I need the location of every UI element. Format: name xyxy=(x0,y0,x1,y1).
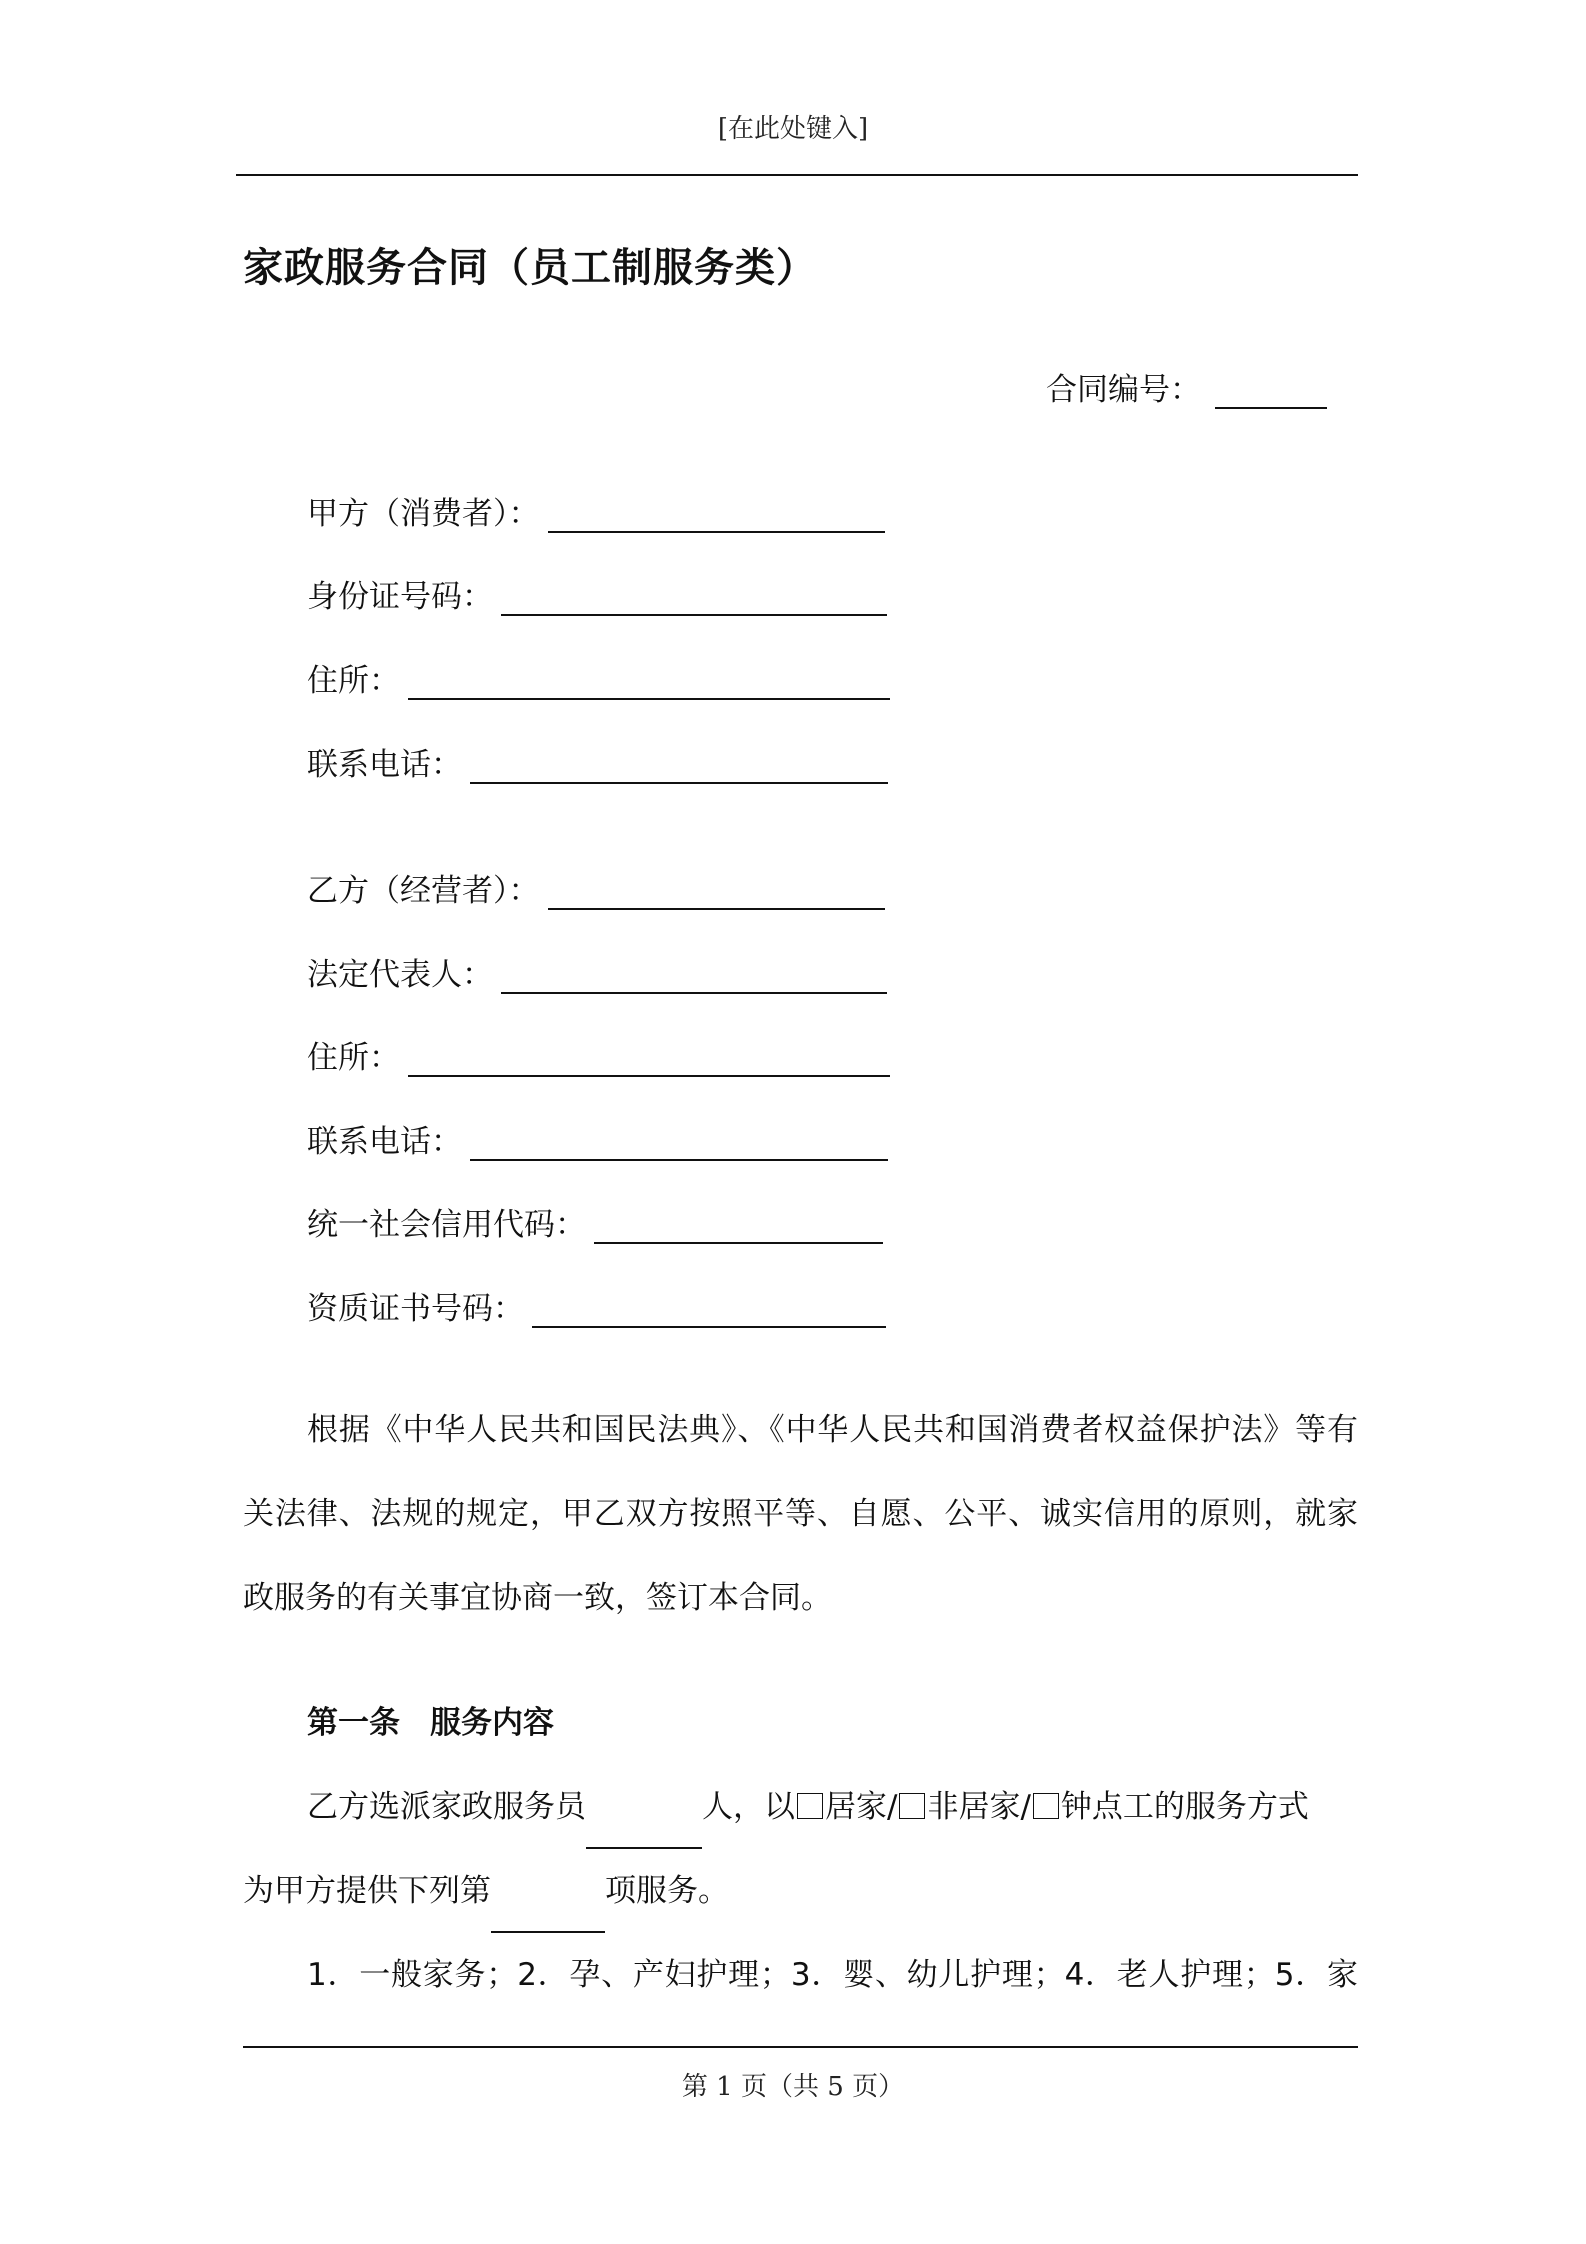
staff-count-blank[interactable] xyxy=(586,1811,702,1849)
article-1-text: 钟点工的服务方式 xyxy=(1060,1789,1309,1825)
contract-number-blank[interactable] xyxy=(1215,367,1327,409)
article-1-text: 为甲方提供下列第 xyxy=(243,1873,491,1909)
party-b-address-blank[interactable] xyxy=(408,1037,890,1077)
article-1-text: 非居家/ xyxy=(927,1789,1031,1825)
party-b-rep-label: 法定代表人： xyxy=(307,957,493,993)
document-title: 家政服务合同（员工制服务类） xyxy=(243,245,817,291)
live-in-checkbox[interactable] xyxy=(797,1793,823,1819)
article-1-text: 居家/ xyxy=(825,1789,898,1825)
party-b-label: 乙方（经营者）： xyxy=(307,873,540,909)
article-1-heading xyxy=(307,1697,554,1742)
service-item-blank[interactable] xyxy=(491,1895,605,1933)
article-1-text: 项服务。 xyxy=(605,1873,729,1909)
party-b-field xyxy=(307,864,885,910)
non-live-in-checkbox[interactable] xyxy=(899,1793,925,1819)
party-a-label: 甲方（消费者）： xyxy=(307,496,540,532)
party-a-id-field xyxy=(307,570,887,616)
page-header: [在此处键入] xyxy=(717,114,869,144)
article-1-line: 1．一般家务；2．孕、产妇护理；3．婴、幼儿护理；4．老人护理；5．家 xyxy=(307,1957,1358,1993)
party-b-address-field xyxy=(307,1031,890,1077)
preamble-line: 根据《中华人民共和国民法典》、《中华人民共和国消费者权益保护法》等有 xyxy=(307,1412,1358,1448)
party-b-credit-code-field xyxy=(307,1198,883,1244)
party-b-phone-label: 联系电话： xyxy=(307,1124,462,1160)
party-a-address-field xyxy=(307,654,890,700)
party-a-phone-label: 联系电话： xyxy=(307,747,462,783)
party-b-credit-code-blank[interactable] xyxy=(594,1204,883,1244)
contract-number-field xyxy=(1046,364,1327,409)
preamble-line: 政服务的有关事宜协商一致，签订本合同。 xyxy=(243,1580,832,1616)
preamble-line: 关法律、法规的规定，甲乙双方按照平等、自愿、公平、诚实信用的原则，就家 xyxy=(243,1496,1358,1532)
party-b-phone-blank[interactable] xyxy=(470,1121,888,1161)
party-a-id-blank[interactable] xyxy=(501,576,887,616)
party-a-address-label: 住所： xyxy=(307,663,400,699)
party-b-cert-blank[interactable] xyxy=(532,1288,886,1328)
party-b-rep-field xyxy=(307,948,887,994)
party-a-address-blank[interactable] xyxy=(408,660,890,700)
party-a-phone-field xyxy=(307,738,888,784)
article-1-title: 服务内容 xyxy=(430,1705,554,1741)
article-1-number: 第一条 xyxy=(307,1705,400,1741)
footer-rule xyxy=(243,2046,1358,2048)
page-number: 第 1 页（共 5 页） xyxy=(681,2072,905,2102)
article-1-text: 人，以 xyxy=(702,1789,795,1825)
article-1-line xyxy=(243,1849,1358,1933)
article-1-line xyxy=(243,1765,1358,1849)
party-b-phone-field xyxy=(307,1115,888,1161)
party-b-cert-label: 资质证书号码： xyxy=(307,1291,524,1327)
party-b-address-label: 住所： xyxy=(307,1040,400,1076)
hourly-checkbox[interactable] xyxy=(1033,1793,1059,1819)
party-b-blank[interactable] xyxy=(548,870,885,910)
contract-number-label: 合同编号： xyxy=(1046,372,1201,408)
article-1-text: 乙方选派家政服务员 xyxy=(307,1789,586,1825)
article-1-paragraph xyxy=(243,1765,1358,2017)
party-b-credit-code-label: 统一社会信用代码： xyxy=(307,1207,586,1243)
header-rule xyxy=(236,174,1358,176)
party-a-id-label: 身份证号码： xyxy=(307,579,493,615)
party-b-rep-blank[interactable] xyxy=(501,954,887,994)
party-b-cert-field xyxy=(307,1282,886,1328)
party-a-blank[interactable] xyxy=(548,493,885,533)
party-a-field xyxy=(307,487,885,533)
preamble-paragraph xyxy=(243,1388,1358,1640)
party-a-phone-blank[interactable] xyxy=(470,744,888,784)
